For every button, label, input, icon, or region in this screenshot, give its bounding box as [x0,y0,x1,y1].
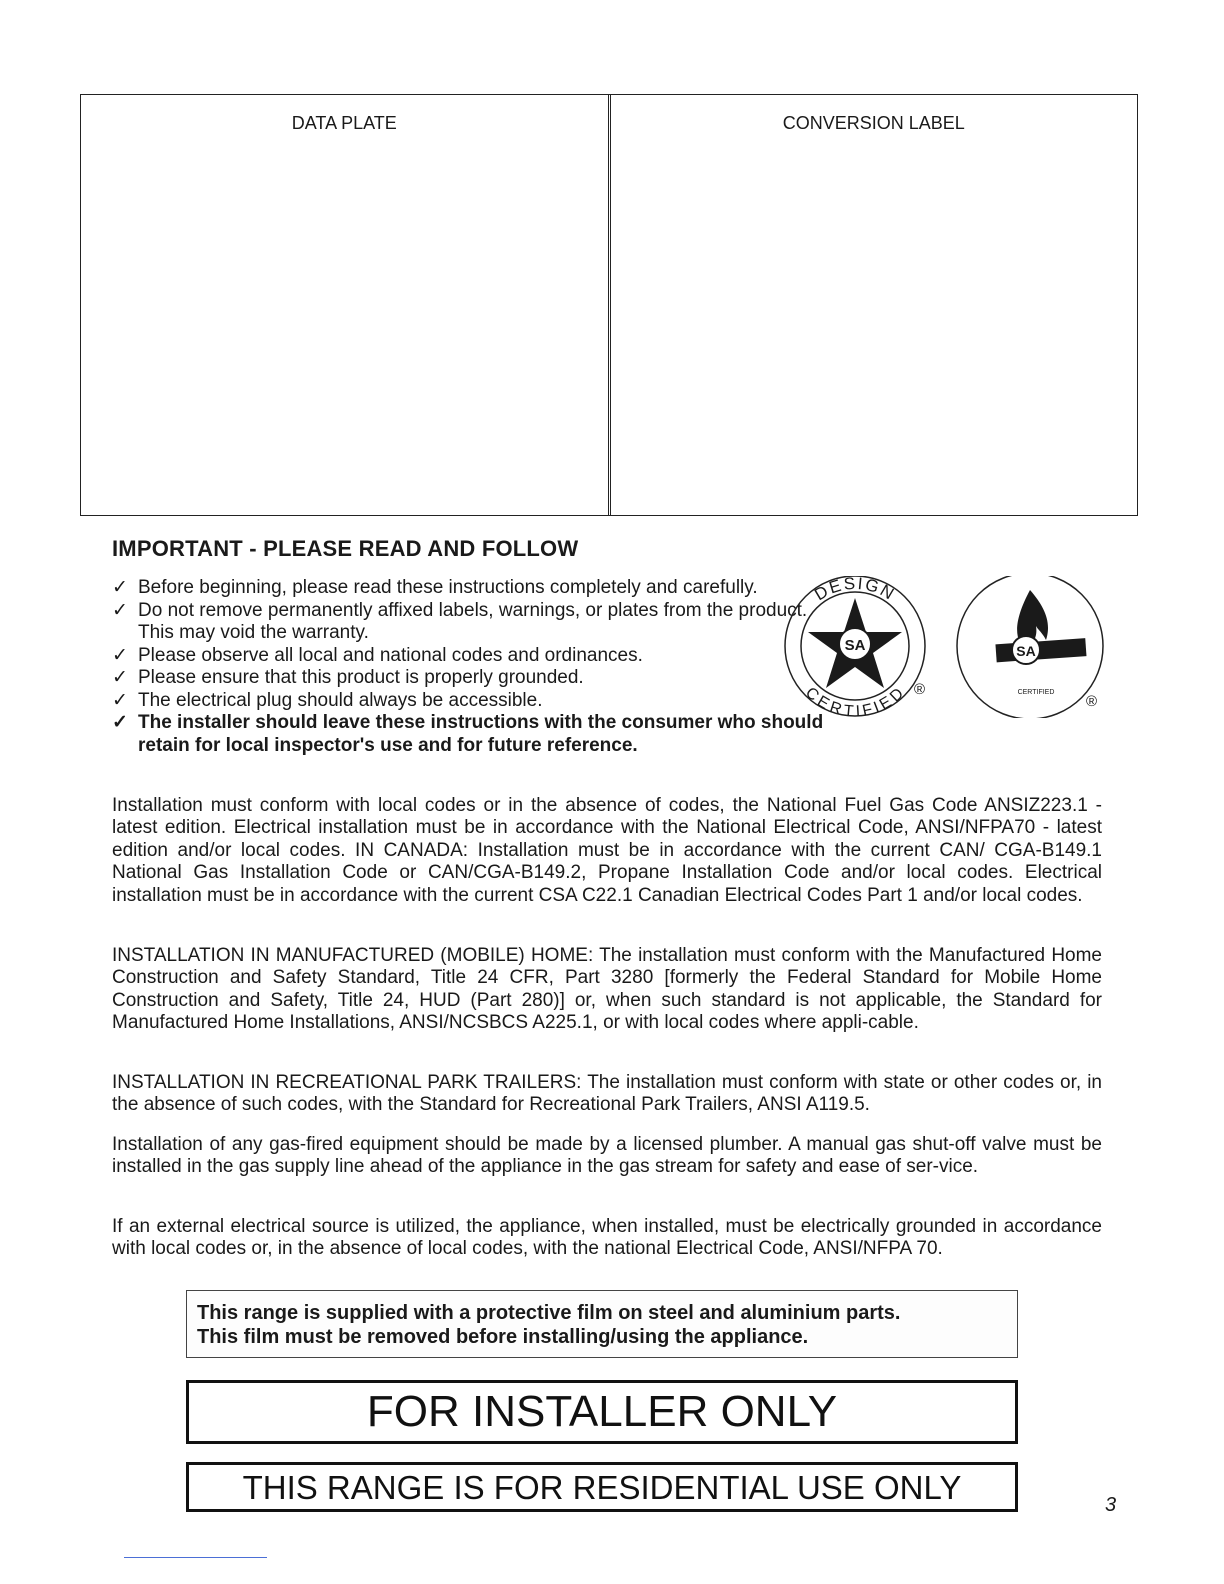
csa-logo-center-text: SA [1016,643,1036,659]
data-plate-box [81,95,608,515]
page-number: 3 [1105,1494,1117,1516]
important-checklist [112,577,832,757]
important-title: IMPORTANT - PLEASE READ AND FOLLOW [112,536,579,561]
design-certified-logo [776,576,934,718]
protective-film-notice [186,1290,1018,1358]
svg-text:CERTIFIED [802,684,908,718]
design-logo-top-text: DESIGN [811,576,899,605]
paragraph-electrical-grounding: If an external electrical source is utilized, the appliance, when installed, must be electrically grounded in accordance with local codes or, in the absence of local codes, with the national Electrical Code, ANSI/NFPA 70. [112,1216,1102,1260]
paragraph-gas-equipment: Installation of any gas-fired equipment should be made by a licensed plumber. A manual gas shut-off valve must be installed in the gas supply line ahead of the appliance in the gas stream for safety and ease of ser-vice. [112,1134,1102,1178]
conversion-label-label: CONVERSION LABEL [782,113,965,133]
design-logo-center-text: SA [844,637,866,654]
film-notice-line-1: This range is supplied with a protective film on steel and aluminium parts. [197,1302,901,1324]
label-boxes [80,94,1138,516]
checklist-item: ✓ Before beginning, please read these instructions completely and carefully. [112,577,758,598]
footer-rule [124,1557,267,1558]
check-icon: ✓ [112,644,128,666]
checklist-item: ✓ The electrical plug should always be accessible. [112,689,543,711]
film-notice-line-2: This film must be removed before installing/using the appliance. [197,1326,809,1348]
paragraph-manufactured-home: INSTALLATION IN MANUFACTURED (MOBILE) HOME: The installation must conform with the Manufactured Home Construction and Safety Standard, Title 24 CFR, Part 3280 [formerly the Federal Standard for Mobile Home Construction and Safety, Title 24, HUD (Part 280)] or, when such standard is not applicable, the Standard for Manufactured Home Installations, ANSI/NCSBCS A225.1, or with local codes where appli-cable. [112,945,1102,1034]
check-icon: ✓ [112,577,128,598]
csa-logo-registered-mark: ® [1086,693,1098,710]
installer-only-banner: FOR INSTALLER ONLY [186,1380,1018,1444]
checklist-item: ✓ Please observe all local and national codes and ordinances. [112,644,643,666]
csa-logo-caption: CERTIFIED [1017,689,1055,696]
checklist-item: ✓ Do not remove permanently affixed labels, warnings, or plates from the product. This may void the warranty. [112,599,808,643]
checklist-item: ✓ Please ensure that this product is properly grounded. [112,667,584,688]
checklist-item: ✓ The installer should leave these instructions with the consumer who should retain for local inspector's use and for future reference. [112,712,824,756]
data-plate-label: DATA PLATE [291,113,397,133]
csa-certified-logo [952,576,1108,718]
residential-use-banner: THIS RANGE IS FOR RESIDENTIAL USE ONLY [186,1462,1018,1512]
conversion-label-box [608,95,1138,515]
design-logo-registered-mark: ® [914,681,926,698]
check-icon: ✓ [112,689,128,711]
check-icon: ✓ [112,712,128,733]
paragraph-installation-codes: Installation must conform with local codes or in the absence of codes, the National Fuel Gas Code ANSIZ223.1 - latest edition. Electrical installation must be in accordance with the National Electrical Code, ANSI/NFPA70 - latest edition and/or local codes. IN CANADA: Installation must be in accordance with the current CAN/ CGA-B149.1 National Gas Installation Code or CAN/CGA-B149.2, Propane Installation Code and/or local codes. Electrical installation must be in accordance with the current CSA C22.1 Canadian Electrical Codes Part 1 and/or local codes. [112,795,1102,906]
check-icon: ✓ [112,667,128,688]
paragraph-park-trailers: INSTALLATION IN RECREATIONAL PARK TRAILERS: The installation must conform with state or other codes or, in the absence of such codes, with the Standard for Recreational Park Trailers, ANSI A119.5. [112,1072,1102,1116]
check-icon: ✓ [112,599,128,621]
design-logo-bottom-text: CERTIFIED [801,684,909,718]
